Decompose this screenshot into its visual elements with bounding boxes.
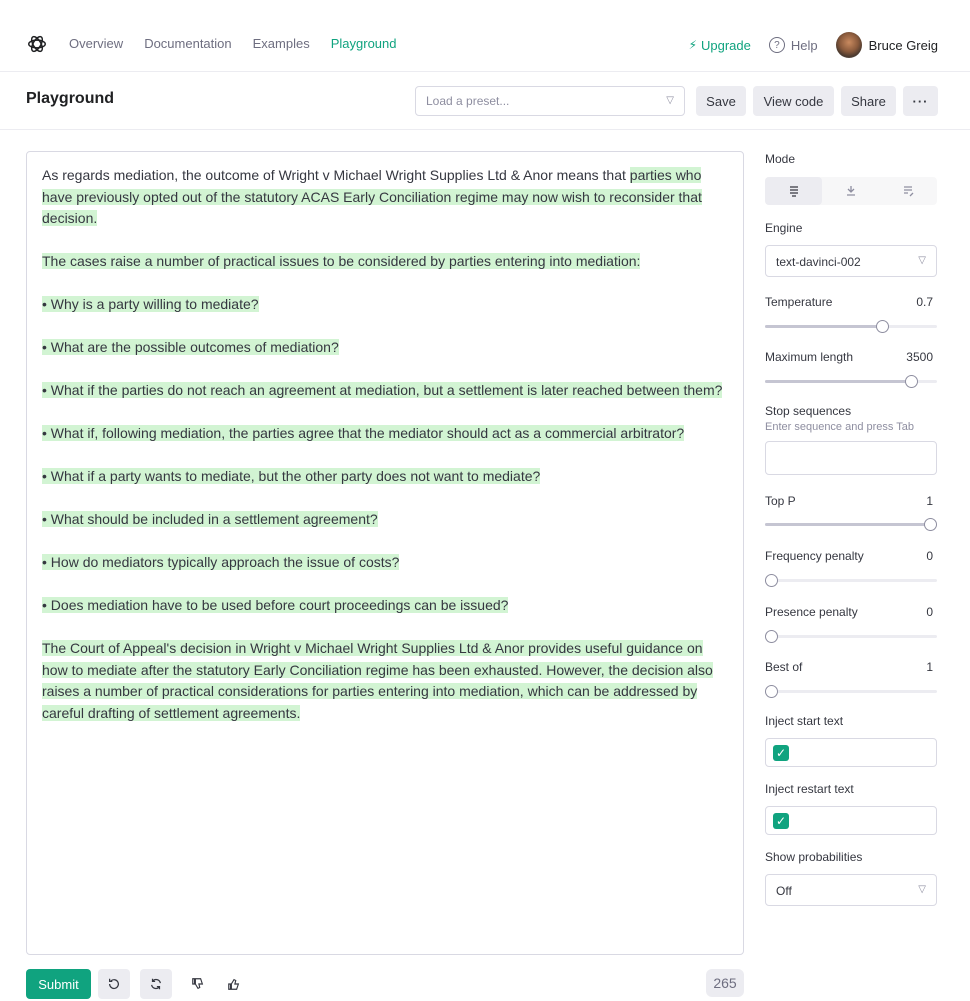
editor-paragraph (42, 509, 728, 531)
editor-paragraph (42, 423, 728, 445)
slider-thumb[interactable] (765, 685, 778, 698)
undo-button[interactable] (98, 969, 130, 999)
generated-text: • How do mediators typically approach the issue of costs? (42, 554, 400, 570)
generated-text: • What if a party wants to mediate, but the other party does not want to mediate? (42, 468, 541, 484)
slider-track (765, 635, 937, 638)
nav-examples[interactable]: Examples (252, 36, 310, 51)
header-bar (0, 72, 970, 130)
nav-right (689, 32, 938, 58)
submit-button[interactable]: Submit (26, 969, 91, 999)
best-of-value[interactable]: 1 (926, 660, 933, 674)
presence-penalty-label: Presence penalty (765, 605, 858, 619)
check-icon: ✓ (775, 746, 787, 760)
upgrade-label: Upgrade (701, 37, 751, 53)
stop-sequences-input[interactable] (765, 441, 937, 475)
help-link[interactable] (769, 37, 818, 53)
edit-icon (902, 185, 914, 197)
insert-icon (845, 185, 857, 197)
inject-restart-label: Inject restart text (765, 782, 854, 796)
token-count: 265 (706, 969, 744, 997)
generated-text: • What if, following mediation, the parties agree that the mediator should act as a commercial arbitrator? (42, 425, 685, 441)
page-title: Playground (26, 90, 115, 107)
max-length-label: Maximum length (765, 350, 854, 364)
slider-thumb[interactable] (905, 375, 918, 388)
mode-insert[interactable] (822, 177, 879, 205)
generated-text: • What if the parties do not reach an agreement at mediation, but a settlement is later reached between them? (42, 382, 723, 398)
stop-sequences-hint: Enter sequence and press Tab (765, 421, 915, 433)
frequency-penalty-value[interactable]: 0 (926, 549, 933, 563)
check-icon: ✓ (775, 814, 787, 828)
save-button[interactable]: Save (696, 86, 746, 116)
inject-restart-checkbox[interactable] (773, 813, 789, 829)
thumbs-down-button[interactable] (182, 969, 214, 999)
engine-select[interactable] (765, 245, 937, 277)
nav-links (69, 36, 418, 51)
thumbs-up-icon (227, 977, 241, 991)
editor-paragraph (42, 165, 728, 230)
best-of-slider[interactable] (765, 685, 937, 697)
generated-text: • What are the possible outcomes of mediation? (42, 339, 339, 355)
align-left-icon (788, 185, 800, 197)
frequency-penalty-slider[interactable] (765, 574, 937, 586)
preset-select[interactable] (415, 86, 685, 116)
user-name[interactable]: Bruce Greig (868, 37, 938, 53)
inject-start-checkbox[interactable] (773, 745, 789, 761)
nav-playground[interactable]: Playground (330, 36, 397, 51)
slider-thumb[interactable] (924, 518, 937, 531)
mode-label: Mode (765, 152, 796, 166)
help-label: Help (790, 37, 818, 53)
generated-text: parties who have previously opted out of the statutory ACAS Early Conciliation regime may now wish to reconsider that decision. (42, 167, 702, 226)
editor-paragraph (42, 251, 728, 273)
show-probabilities-value: Off (776, 884, 792, 898)
bolt-icon: ⚡ (688, 38, 697, 52)
slider-thumb[interactable] (765, 574, 778, 587)
view-code-button[interactable]: View code (753, 86, 834, 116)
more-button[interactable]: ··· (903, 86, 938, 116)
upgrade-link[interactable] (689, 38, 751, 53)
slider-track (765, 579, 937, 582)
show-probabilities-label: Show probabilities (765, 850, 863, 864)
presence-penalty-slider[interactable] (765, 630, 937, 642)
undo-icon (107, 977, 121, 991)
inject-start-label: Inject start text (765, 714, 844, 728)
top-p-slider[interactable] (765, 518, 937, 530)
chevron-down-icon: ▽ (918, 255, 926, 266)
frequency-penalty-label: Frequency penalty (765, 549, 864, 563)
mode-complete[interactable] (765, 177, 822, 205)
nav-overview[interactable]: Overview (69, 36, 124, 51)
editor-paragraph (42, 380, 728, 402)
top-nav (0, 0, 970, 72)
top-p-value[interactable]: 1 (926, 494, 933, 508)
presence-penalty-value[interactable]: 0 (926, 605, 933, 619)
temperature-value[interactable]: 0.7 (916, 295, 933, 309)
editor-paragraph (42, 638, 728, 724)
generated-text: • Why is a party willing to mediate? (42, 296, 259, 312)
slider-fill (765, 523, 931, 526)
thumbs-down-icon (191, 977, 205, 991)
avatar[interactable] (836, 32, 862, 58)
editor-paragraph (42, 337, 728, 359)
slider-thumb[interactable] (765, 630, 778, 643)
editor-paragraph (42, 294, 728, 316)
engine-value: text-davinci-002 (776, 255, 861, 269)
slider-thumb[interactable] (876, 320, 889, 333)
thumbs-up-button[interactable] (218, 969, 250, 999)
preset-placeholder: Load a preset... (426, 94, 510, 108)
max-length-slider[interactable] (765, 375, 937, 387)
slider-track (765, 690, 937, 693)
question-circle-icon: ? (769, 37, 785, 53)
openai-logo-icon[interactable] (26, 33, 48, 55)
editor-paragraph (42, 552, 728, 574)
prompt-editor[interactable] (26, 151, 744, 955)
show-probabilities-select[interactable] (765, 874, 937, 906)
top-p-label: Top P (765, 494, 796, 508)
share-button[interactable]: Share (841, 86, 896, 116)
generated-text: The cases raise a number of practical issues to be considered by parties entering into mediation: (42, 253, 641, 269)
inject-start-field[interactable] (765, 738, 937, 767)
max-length-value[interactable]: 3500 (906, 350, 933, 364)
mode-selector (765, 177, 937, 205)
chevron-down-icon: ▽ (666, 95, 674, 106)
chevron-down-icon: ▽ (918, 884, 926, 895)
editor-paragraph (42, 466, 728, 488)
generated-text: • Does mediation have to be used before court proceedings can be issued? (42, 597, 509, 613)
engine-label: Engine (765, 221, 803, 235)
temperature-label: Temperature (765, 295, 833, 309)
nav-documentation[interactable]: Documentation (144, 36, 232, 51)
mode-edit[interactable] (879, 177, 936, 205)
generated-text: The Court of Appeal's decision in Wright v Michael Wright Supplies Ltd & Anor provides useful guidance on how to mediate after the statutory Early Conciliation regime has been exhausted. However, the decision also raises a number of practical considerations for parties entering into mediation, which can be addressed by careful drafting of settlement agreements. (42, 640, 713, 721)
slider-fill (765, 325, 883, 328)
temperature-slider[interactable] (765, 320, 937, 332)
generated-text: • What should be included in a settlement agreement? (42, 511, 378, 527)
best-of-label: Best of (765, 660, 803, 674)
regenerate-button[interactable] (140, 969, 172, 999)
editor-paragraph (42, 595, 728, 617)
stop-sequences-label: Stop sequences (765, 404, 852, 418)
regenerate-icon (149, 977, 163, 991)
inject-restart-field[interactable] (765, 806, 937, 835)
slider-fill (765, 380, 912, 383)
prompt-text: As regards mediation, the outcome of Wright v Michael Wright Supplies Ltd & Anor means that (42, 167, 630, 183)
